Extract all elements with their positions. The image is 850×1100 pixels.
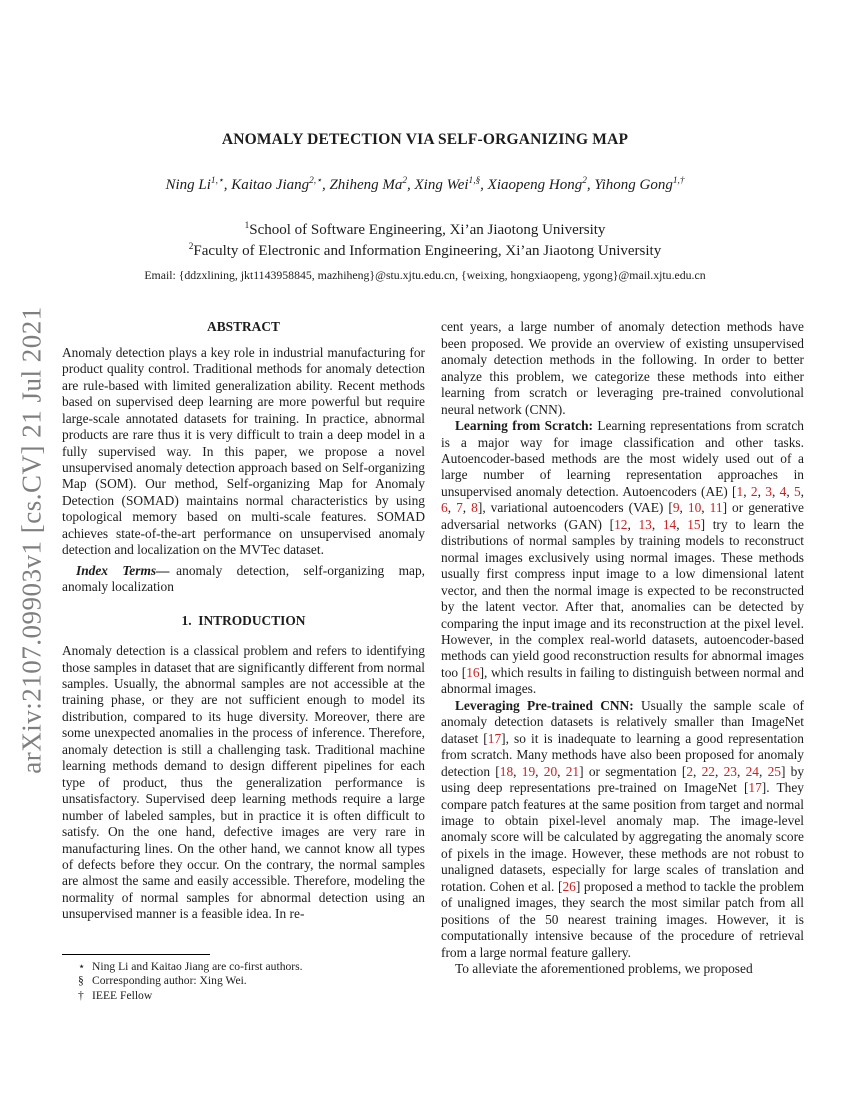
citation-link[interactable]: 5 — [793, 483, 801, 499]
footnote-corresponding — [62, 974, 425, 988]
paragraph-to-alleviate: To alleviate the aforementioned problems, we proposed — [455, 961, 753, 977]
citation-link[interactable]: 3 — [765, 483, 772, 499]
citation-link[interactable]: 16 — [466, 664, 480, 680]
email-line: Email: {ddzxlining, jkt1143958845, mazhiheng}@stu.xjtu.edu.cn, {weixing, hongxiaopeng, ygong}@mail.xjtu.edu.cn — [144, 268, 706, 283]
paragraph-leveraging-pretrained-cnn: Leveraging Pre-trained CNN: Usually the sample scale of anomaly detection datasets is relatively smaller than ImageNet dataset [17], so it is inadequate to learning a good representation from scratch. Many methods have also been proposed for anomaly detection [18, 19, 20, 21] or segmentation [2, 22, 23, 24, 25] by using deep representations pre-trained on ImageNet [17]. They compare patch features at the same position from target and normal image to obtain pixel-level anomaly map. The image-level anomaly score will be calculated by aggregating the anomaly score of pixels in the image. However, these methods are not robust to unaligned datasets, especially for large scales of translation and rotation. Cohen et al. [26] proposed a method to tackle the problem of unaligned images, they search the most similar patch from all positions of the 50 nearest training images. However, it is computationally intensive because of the procedure of retrieval from a large normal feature gallery. — [441, 697, 805, 960]
footnote-block — [62, 954, 425, 1003]
citation-link[interactable]: 17 — [748, 780, 762, 796]
citation-link[interactable]: 26 — [562, 878, 576, 894]
right-column — [441, 319, 804, 977]
star-marker: ⋆ — [78, 960, 86, 973]
citation-link[interactable]: 18 — [499, 763, 514, 779]
citation-link[interactable]: 17 — [487, 730, 502, 746]
dagger-marker: † — [78, 988, 84, 1002]
affiliation-1: $^1$School of Software Engineering, Xi’an Jiaotong University — [244, 221, 606, 238]
citation-link[interactable]: 4 — [779, 483, 787, 499]
paragraph-learning-from-scratch: Learning from Scratch: Learning representations from scratch is a major way for image classification and other tasks. Autoencoder-based methods are the most widely used out of a large number of learning representation approaches in unsupervised anomaly detection. Autoencoders (AE) [1, 2, 3, 4, 5, 6, 7, 8], variational autoencoders (VAE) [9, 10, 11] or generative adversarial networks (GAN) [12, 13, 14, 15] try to learn the distributions of normal samples by training models to reconstruct normal images exclusively using normal images. These methods usually first compress input image to a low dimensional latent vector, and then the normal image is expected to be reconstructed by the latent vector. After that, anomalies can be detected by comparing the input image and its reconstruction at the pixel level. However, in the complex real-world datasets, autoencoder-based methods can yield good reconstruction results for abnormal images too [16], which results in failing to distinguish between normal and abnormal images. — [441, 418, 805, 697]
citation-link[interactable]: 12 — [614, 516, 628, 532]
intro-paragraph-1-continued: cent years, a large number of anomaly detection methods have been proposed. We provide an overview of existing unsupervised anomaly detection methods in the following. In order to better analyze this problem, we categorize these methods into either learning from scratch or leveraging pre-trained convolutional neural network (CNN). — [441, 319, 804, 417]
citation-link[interactable]: 2 — [686, 763, 694, 779]
footnote-rule — [62, 954, 210, 955]
citation-link[interactable]: 23 — [723, 763, 737, 779]
citation-link[interactable]: 2 — [750, 483, 758, 499]
paper-title: ANOMALY DETECTION VIA SELF-ORGANIZING MAP — [221, 131, 629, 148]
footnote-text: Ning Li and Kaitao Jiang are co-first authors. — [92, 960, 303, 973]
abstract-heading: ABSTRACT — [207, 319, 280, 335]
two-column-body — [62, 319, 804, 977]
citation-link[interactable]: 20 — [543, 763, 558, 779]
index-terms: Index Terms— anomaly detection, self-organizing map, anomaly localization — [62, 562, 425, 595]
abstract-text: Anomaly detection plays a key role in industrial manufacturing for product quality control. Traditional methods for anomaly detection are rule-based with limited generalization ability. Recent methods based on supervised deep learning are more powerful but require large-scale annotated datasets for training. In practice, abnormal products are rare thus it is very difficult to train a deep model in a fully supervised way. In this paper, we propose a novel unsupervised anomaly detection approach based on Self-organizing Map (SOM). Our method, Self-organizing Map for Anomaly Detection (SOMAD) maintains normal characteristics by using topological memory based on multi-scale features. SOMAD achieves state-of-the-art performance on unsupervised anomaly detection and localization on the MVTec dataset. — [62, 344, 425, 558]
footnote-ieee-fellow — [62, 989, 425, 1003]
left-column — [62, 319, 425, 977]
footnote-cofirst — [62, 960, 425, 974]
citation-link[interactable]: 22 — [701, 763, 715, 779]
citation-link[interactable]: 6 — [441, 500, 448, 516]
section-marker: § — [78, 974, 84, 988]
intro-paragraph-1: Anomaly detection is a classical problem and refers to identifying those samples in dataset that are significantly different from normal samples. Usually, the abnormal samples are not accessible at the training phase, or they are not sufficient enough to model its distribution, compared to its huge diversity. Moreover, there are some unexpected anomalies in the process of inference. Therefore, anomaly detection is still a challenging task. Traditional machine learning methods demand to design different pipelines for each type of product, thus the generalization performance is unsatisfactory. Supervised deep learning methods require a large number of labeled samples, but in practice it is often difficult to satisfy. On the one hand, defective images are very rare in manufacturing lines. On the other hand, we cannot know all types of defects before they occur. On the contrary, the normal samples are almost the same and easily accessible. Therefore, modeling the normality of normal samples for abnormal detection using an unsupervised manner is a feasible idea. In re- — [62, 643, 425, 922]
footnote-text: Corresponding author: Xing Wei. — [92, 974, 247, 988]
citation-link[interactable]: 10 — [687, 500, 702, 516]
author-line: Ning $Li^{1,⋆}$, Kaitao Jiang$^{2,⋆}$, Zhiheng Ma$^2$, Xing Wei$^{1,\S}$, Xiaopeng Hong$^2$, Yihong Gong$^{1,\dagger}$ — [165, 176, 685, 193]
paper-header — [0, 0, 850, 283]
citation-link[interactable]: 9 — [672, 500, 680, 516]
footnote-text: IEEE Fellow — [92, 988, 153, 1002]
citation-link[interactable]: 19 — [521, 763, 536, 779]
citation-link[interactable]: 11 — [709, 500, 723, 516]
citation-link[interactable]: 1 — [736, 483, 744, 499]
introduction-heading: 1. INTRODUCTION — [181, 612, 306, 628]
citation-link[interactable]: 7 — [456, 500, 463, 516]
citation-link[interactable]: 25 — [767, 763, 781, 779]
citation-link[interactable]: 14 — [662, 516, 677, 532]
citation-link[interactable]: 13 — [638, 516, 652, 532]
affiliation-2: $^2$Faculty of Electronic and Information Engineering, Xi’an Jiaotong University — [188, 241, 662, 259]
citation-link[interactable]: 8 — [471, 500, 478, 516]
arxiv-watermark: arXiv:2107.09903v1 [cs.CV] 21 Jul 2021 — [16, 306, 47, 774]
citation-link[interactable]: 21 — [565, 763, 580, 779]
citation-link[interactable]: 15 — [687, 516, 701, 532]
citation-link[interactable]: 24 — [745, 763, 759, 779]
